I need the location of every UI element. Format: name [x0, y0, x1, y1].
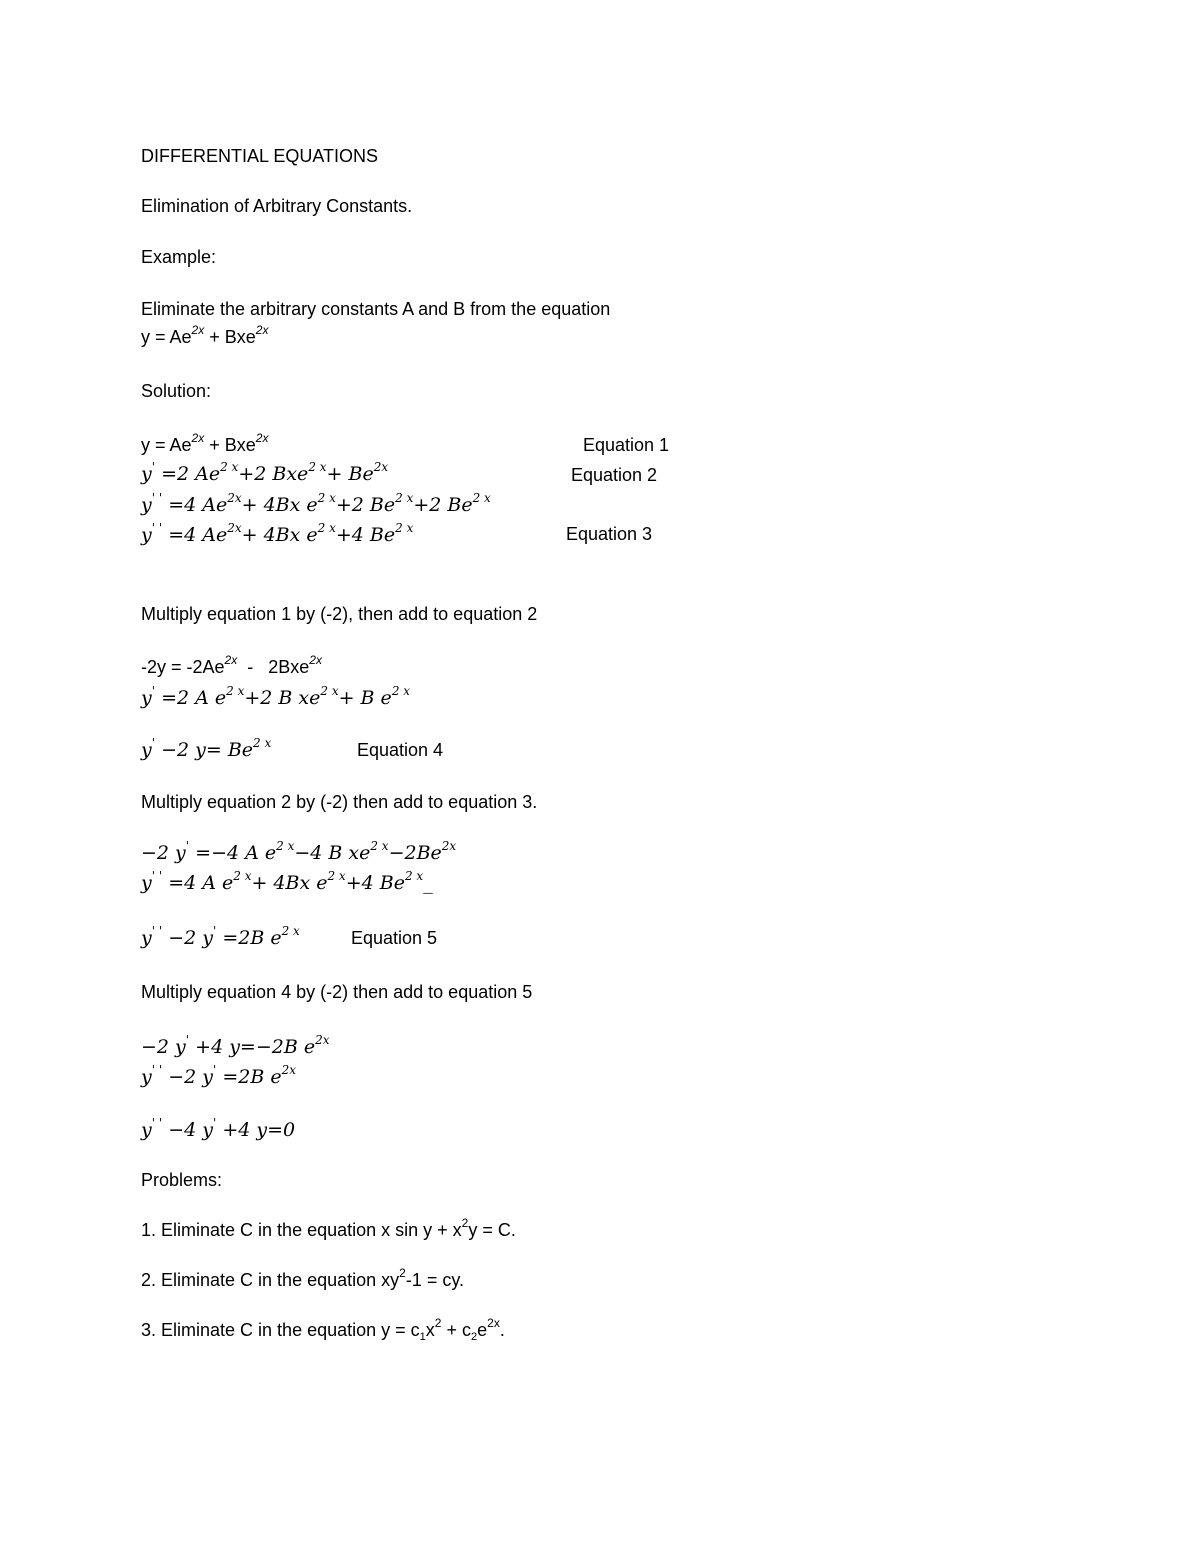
equation-2: y' =2 $Ae^{2 x}+2$ $Bxe^{2 x}+ Be^{2x}$ [141, 460, 389, 485]
example-statement: Eliminate the arbitrary constants A and B from the equation [141, 299, 611, 319]
problem-2: 2. Eliminate C in the equation $xy^2-1$ = cy. [141, 1266, 465, 1290]
step1-line1: $-2y = -2Ae^{2x} - 2Bxe^{2x}$ [141, 653, 322, 677]
step1-line2: y' =2 A $e^{2 x}+2$ B $xe^{2 x}+ B$ $e^{2 x}$ [141, 684, 411, 709]
equation-3-label: Equation 3 [566, 524, 653, 544]
step2-line2: y' ' =4 A $e^{2 x}+ 4Bx$ $e^{2 x}+4$ $Be^{2 x}\_$ [141, 869, 433, 894]
problem-3: 3. Eliminate C in the equation $y = c_1x^2 + c_2e^{2x}$. [141, 1316, 505, 1343]
problems-heading: Problems: [141, 1170, 223, 1190]
step3-result: y' ' −4 y' +4 y=0 [141, 1116, 296, 1141]
equation-4-label: Equation 4 [357, 740, 444, 760]
example-heading: Example: [141, 247, 217, 267]
equation-2-label: Equation 2 [571, 465, 658, 485]
equation-1: $y = Ae^{2x} + Bxe^{2x}$ [141, 431, 269, 455]
equation-1-label: Equation 1 [583, 435, 670, 455]
equation-3a: y' ' =4 $Ae^{2x}+ 4Bx$ $e^{2 x}+2$ $Be^{2 x}+2$ $Be^{2 x}$ [141, 491, 491, 516]
equation-3b: y' ' =4 $Ae^{2x}+ 4Bx$ $e^{2 x}+4$ $Be^{2 x}$ [141, 521, 414, 546]
step3-line2: y' ' −2 y' =2B $e^{2x}$ [141, 1063, 296, 1088]
step2-result: y' ' −2 y' =2B $e^{2 x}$ [141, 924, 300, 949]
step3-text: Multiply equation 4 by (-2) then add to equation 5 [141, 982, 533, 1002]
section-subtitle: Elimination of Arbitrary Constants. [141, 196, 413, 216]
step1-result: y' −2 $y= Be^{2 x}$ [141, 736, 272, 761]
solution-heading: Solution: [141, 381, 212, 401]
equation-5-label: Equation 5 [351, 928, 438, 948]
step2-line1: −2 y' =−4 A $e^{2 x}-4$ B $xe^{2 x}-2Be^{2x}$ [141, 839, 457, 864]
step3-line1: −2 y' +4 y=−2B $e^{2x}$ [141, 1033, 330, 1058]
document-title: DIFFERENTIAL EQUATIONS [141, 146, 379, 166]
step1-text: Multiply equation 1 by (-2), then add to equation 2 [141, 604, 538, 624]
problem-1: 1. Eliminate C in the equation x $\sin y + x^2y = C$. [141, 1216, 516, 1240]
step2-text: Multiply equation 2 by (-2) then add to equation 3. [141, 792, 538, 812]
given-equation: $y = Ae^{2x} + Bxe^{2x}$ [141, 323, 269, 347]
